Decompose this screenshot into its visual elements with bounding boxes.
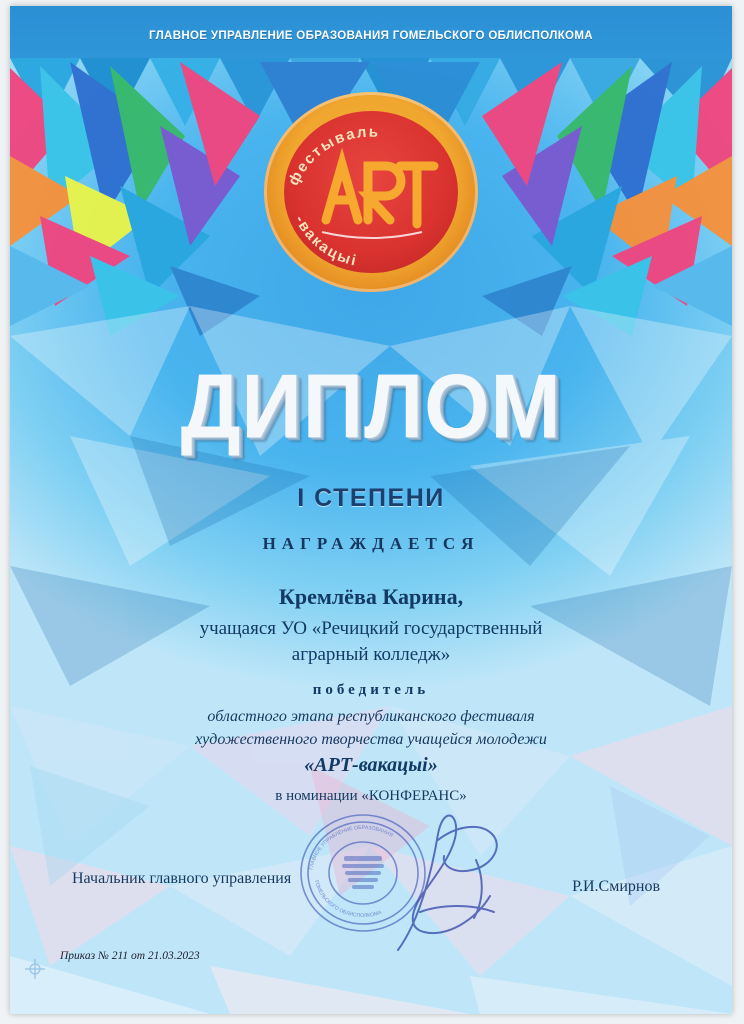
svg-text:-вакацыі: -вакацыі bbox=[291, 212, 360, 270]
awarded-label: НАГРАЖДАЕТСЯ bbox=[262, 534, 480, 553]
degree-text: I СТЕПЕНИ bbox=[297, 484, 445, 512]
scan-artifact-icon bbox=[24, 958, 46, 980]
festival-emblem bbox=[264, 92, 478, 292]
description-line-2: художественного творчества учащейся молодежи bbox=[195, 731, 547, 748]
order-reference: Приказ № 211 от 21.03.2023 bbox=[60, 950, 200, 962]
svg-text:фестываль: фестываль bbox=[284, 123, 381, 189]
festival-name: «АРТ-вакацыі» bbox=[304, 754, 438, 776]
header-title: ГЛАВНОЕ УПРАВЛЕНИЕ ОБРАЗОВАНИЯ ГОМЕЛЬСКОГО ОБЛИСПОЛКОМА bbox=[149, 30, 593, 42]
diploma-sheet bbox=[10, 6, 732, 1014]
recipient-name: Кремлёва Карина, bbox=[278, 584, 464, 609]
svg-text:ГЛАВНОЕ УПРАВЛЕНИЕ ОБРАЗОВАНИЯ: ГЛАВНОЕ УПРАВЛЕНИЕ ОБРАЗОВАНИЯ bbox=[308, 824, 394, 871]
organization-line-2: аграрный колледж» bbox=[291, 644, 451, 665]
result-text: победитель bbox=[312, 682, 430, 698]
signatory-name: Р.И.Смирнов bbox=[572, 878, 660, 895]
organization-line-1: учащаяся УО «Речицкий государственный bbox=[199, 618, 543, 639]
emblem-artwork bbox=[264, 92, 478, 292]
nomination-text: в номинации «КОНФЕРАНС» bbox=[275, 788, 467, 804]
svg-text:ГОМЕЛЬСКОГО ОБЛИСПОЛКОМА: ГОМЕЛЬСКОГО ОБЛИСПОЛКОМА bbox=[312, 879, 383, 920]
handwritten-signature bbox=[380, 800, 520, 960]
signatory-title: Начальник главного управления bbox=[72, 870, 292, 887]
description-line-1: областного этапа республиканского фестиваля bbox=[207, 708, 535, 725]
page-title: ДИПЛОМ bbox=[180, 355, 562, 457]
